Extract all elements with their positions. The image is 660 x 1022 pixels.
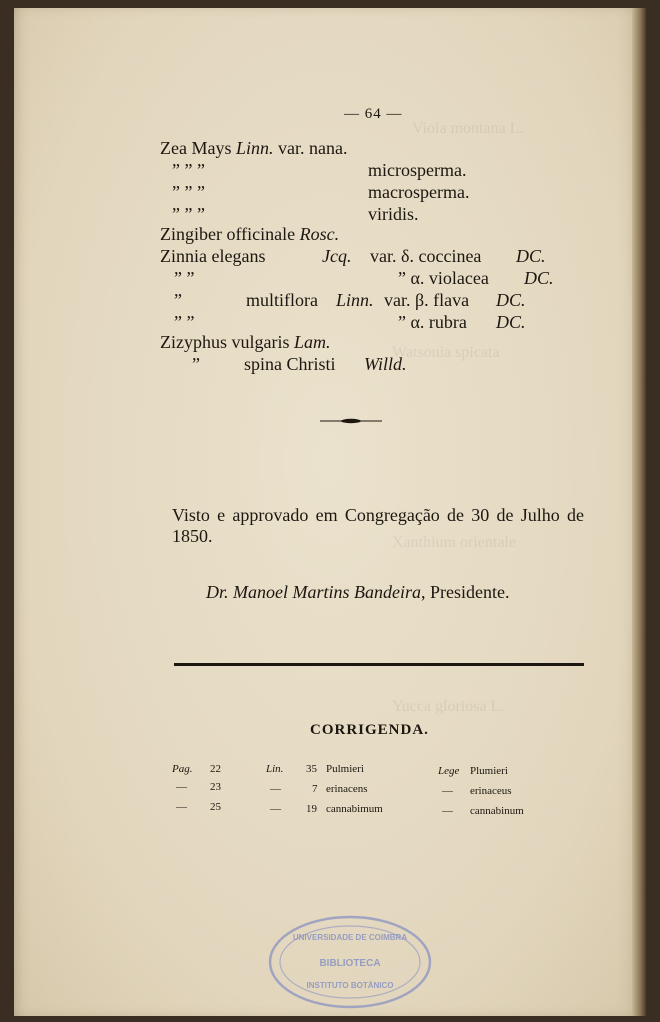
wrong-word: Pulmieri bbox=[326, 763, 364, 775]
entry-variety: viridis. bbox=[368, 204, 419, 224]
ditto-marks: ” ” ” bbox=[172, 182, 205, 202]
lin-value: 7 bbox=[312, 783, 318, 795]
entry-author: Rosc. bbox=[299, 224, 340, 244]
entry-genus: Zingiber officinale bbox=[160, 224, 296, 244]
entry-zingiber bbox=[160, 224, 339, 244]
corrigenda-title: CORRIGENDA. bbox=[310, 722, 429, 738]
ditto-marks: ” ” bbox=[174, 312, 195, 332]
entry-author: Willd. bbox=[364, 354, 407, 374]
entry-variety: ” α. violacea bbox=[398, 268, 489, 288]
entry-author: Linn. bbox=[336, 290, 374, 310]
bleed-through-text: Yucca gloriosa L. bbox=[392, 698, 505, 715]
right-word: erinaceus bbox=[470, 785, 512, 797]
entry-variety: macrosperma. bbox=[368, 182, 470, 202]
stamp-line-3: INSTITUTO BOTÂNICO bbox=[306, 981, 394, 990]
entry-zinnia bbox=[160, 246, 546, 266]
entry-species: spina Christi bbox=[244, 354, 336, 374]
ditto-marks: ” bbox=[192, 354, 200, 374]
dash: — bbox=[270, 783, 281, 795]
entry-variety: var. nana. bbox=[278, 138, 348, 158]
dash: — bbox=[176, 801, 187, 813]
dash: — bbox=[442, 785, 453, 797]
stamp-line-2: BIBLIOTECA bbox=[319, 958, 381, 969]
entry-variety: microsperma. bbox=[368, 160, 467, 180]
book-page bbox=[14, 8, 646, 1016]
wrong-word: erinacens bbox=[326, 783, 368, 795]
right-word: Plumieri bbox=[470, 765, 508, 777]
entry-author: Jcq. bbox=[322, 246, 352, 266]
lege-label: Lege bbox=[438, 765, 460, 777]
entry-ditto bbox=[172, 182, 470, 202]
approval-statement: Visto e approvado em Congregação de 30 de Julho de 1850. bbox=[172, 505, 584, 546]
bleed-through-text: Viola montana L. bbox=[412, 120, 524, 137]
entry-author: Lam. bbox=[293, 332, 331, 352]
page-number: — 64 — bbox=[344, 106, 403, 122]
wrong-word: cannabimum bbox=[326, 803, 383, 815]
entry-genus: Zizyphus vulgaris bbox=[160, 332, 290, 352]
entry-spina-christi bbox=[192, 354, 407, 374]
entry-ditto bbox=[174, 312, 526, 332]
entry-author: Linn. bbox=[235, 138, 274, 158]
lin-label: Lin. bbox=[266, 763, 284, 775]
entry-species: multiflora bbox=[246, 290, 318, 310]
entry-ditto bbox=[172, 204, 419, 224]
ditto-marks: ” ” ” bbox=[172, 204, 205, 224]
bleed-through-text: Xanthium orientale bbox=[392, 534, 516, 551]
entry-genus: Zea Mays bbox=[160, 138, 232, 158]
entry-author: DC. bbox=[496, 312, 526, 332]
entry-variety: var. δ. coccinea bbox=[370, 246, 482, 266]
ditto-marks: ” ” bbox=[174, 268, 195, 288]
president-signature bbox=[206, 582, 509, 603]
entry-author: DC. bbox=[516, 246, 546, 266]
pag-value: 25 bbox=[210, 801, 221, 813]
ditto-marks: ” bbox=[174, 290, 182, 310]
entry-multiflora bbox=[174, 290, 526, 310]
entry-ditto bbox=[174, 268, 554, 288]
bleed-through-text: Watsonia spicata bbox=[392, 344, 500, 361]
book-spine bbox=[632, 8, 646, 1016]
pag-value: 23 bbox=[210, 781, 221, 793]
library-stamp bbox=[268, 914, 432, 1010]
entry-genus: Zinnia elegans bbox=[160, 246, 266, 266]
entry-zea-mays bbox=[160, 138, 347, 158]
entry-zizyphus bbox=[160, 332, 331, 352]
stamp-line-1: UNIVERSIDADE DE COIMBRA bbox=[292, 933, 408, 942]
horizontal-rule bbox=[174, 663, 584, 666]
entry-author: DC. bbox=[524, 268, 554, 288]
entry-author: DC. bbox=[496, 290, 526, 310]
right-word: cannabinum bbox=[470, 805, 524, 817]
ornamental-rule bbox=[320, 418, 382, 424]
pag-label: Pag. bbox=[172, 763, 193, 775]
entry-ditto bbox=[172, 160, 467, 180]
ditto-marks: ” ” ” bbox=[172, 160, 205, 180]
president-title: , Presidente. bbox=[421, 582, 510, 602]
president-name: Dr. Manoel Martins Bandeira bbox=[206, 582, 421, 602]
entry-variety: ” α. rubra bbox=[398, 312, 467, 332]
lin-value: 19 bbox=[306, 803, 317, 815]
pag-value: 22 bbox=[210, 763, 221, 775]
entry-variety: var. β. flava bbox=[384, 290, 470, 310]
lin-value: 35 bbox=[306, 763, 317, 775]
dash: — bbox=[270, 803, 281, 815]
dash: — bbox=[442, 805, 453, 817]
dash: — bbox=[176, 781, 187, 793]
